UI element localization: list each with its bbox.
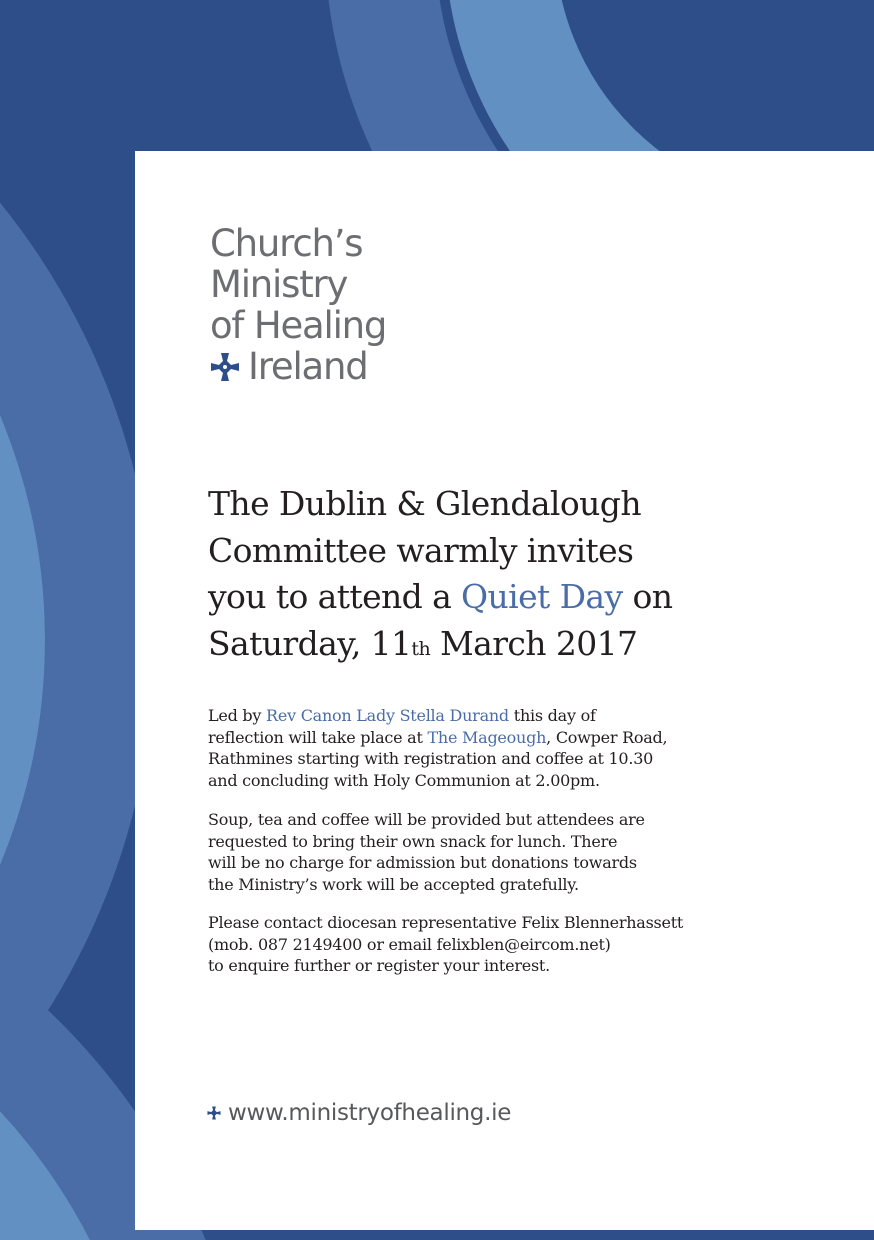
logo-line-1: Church’s (210, 222, 363, 265)
logo-line-3: of Healing (210, 304, 387, 347)
heading-line-3 (208, 574, 808, 621)
content-panel (135, 151, 874, 1230)
heading-line-1: The Dublin & Glendalough (208, 484, 641, 523)
invitation-heading (208, 481, 808, 672)
para1-text: this day of (508, 706, 596, 725)
para1-text: Led by (208, 706, 267, 725)
website-link[interactable]: www.ministryofhealing.ie (228, 1100, 512, 1126)
organization-logo (210, 223, 386, 387)
heading-line-3-start: you to attend a (208, 577, 462, 616)
celtic-cross-icon (207, 1106, 221, 1120)
para1-line-2 (208, 727, 808, 749)
para3-line-3: to enquire further or register your interest. (208, 956, 550, 975)
event-date-suffix: th (411, 637, 431, 660)
logo-line-4: Ireland (248, 345, 368, 388)
para1-text: , Cowper Road, (546, 727, 668, 747)
para3-line-2: (mob. 087 2149400 or email felixblen@eircom.net) (208, 934, 611, 954)
leader-name: Rev Canon Lady Stella Durand (266, 706, 509, 725)
contact-paragraph (208, 912, 808, 977)
event-date-month-year: March 2017 (430, 623, 638, 663)
logo-line-4-wrap (210, 346, 386, 387)
para2-line-3: will be no charge for admission but donations towards (208, 853, 637, 872)
event-details-paragraph (208, 705, 808, 791)
logo-line-2: Ministry (210, 263, 348, 306)
website-footer (207, 1100, 511, 1126)
para2-line-1: Soup, tea and coffee will be provided but attendees are (208, 810, 645, 829)
celtic-cross-icon (210, 352, 240, 382)
event-date-day: Saturday, 11 (208, 623, 412, 663)
para1-line-1 (208, 705, 808, 727)
para1-text: reflection will take place at (208, 727, 428, 747)
para1-line-4: and concluding with Holy Communion at 2.00pm. (208, 770, 600, 790)
para3-line-1: Please contact diocesan representative Felix Blennerhassett (208, 913, 684, 932)
para2-line-2: requested to bring their own snack for lunch. There (208, 831, 618, 851)
catering-paragraph (208, 809, 808, 895)
para2-line-4: the Ministry’s work will be accepted gratefully. (208, 874, 579, 894)
heading-line-2: Committee warmly invites (208, 530, 634, 570)
event-name: Quiet Day (461, 577, 623, 616)
heading-line-4 (208, 621, 808, 673)
heading-line-3-end: on (622, 577, 673, 616)
venue-name: The Mageough (427, 727, 547, 747)
para1-line-3: Rathmines starting with registration and coffee at 10.30 (208, 749, 654, 768)
